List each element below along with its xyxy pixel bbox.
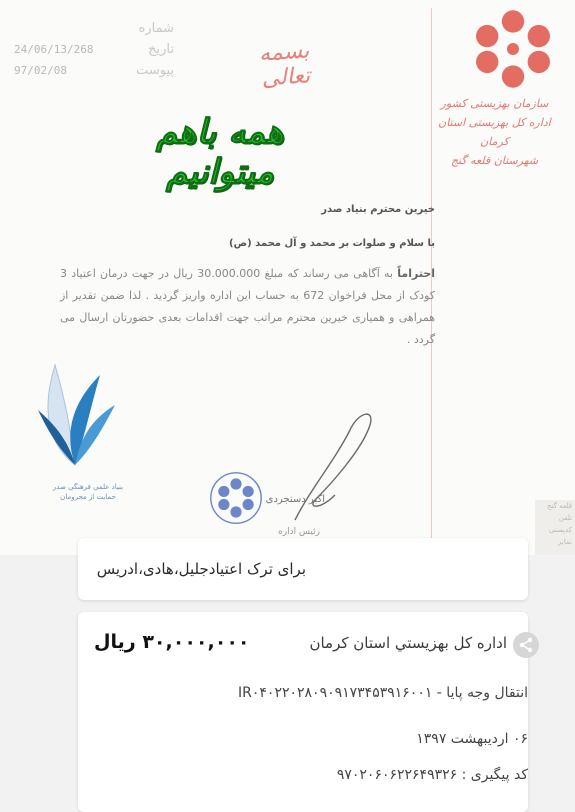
- meta-label: تاریخ: [148, 42, 174, 57]
- letter-meta: [14, 18, 174, 81]
- receipt-note: برای ترک اعتیادجلیل،هادی،ادریس: [96, 560, 306, 578]
- behzisti-logo-icon: [470, 6, 556, 92]
- meta-value: 24/06/13/268: [14, 43, 94, 56]
- meta-row-number: [14, 18, 174, 39]
- meta-label: پیوست: [136, 63, 174, 78]
- side-strip-line: نمابر: [558, 538, 572, 546]
- receipt-recipient-org: اداره کل بهزیستي استان کرمان: [309, 634, 507, 652]
- letter-body-text: به آگاهی می رساند که مبلغ 30.000.000 ریال در جهت درمان اعتیاد 3 کودک از محل فراخوان 672 به حساب این اداره واریز گردید . لذا ضمن تقدیر از همراهی و همیاری خیرین محترم مراتب جهت اقدامات بعدی حضورتان ارسال می گردد .: [60, 267, 435, 346]
- letterhead-organization: [432, 94, 557, 170]
- letterhead-side-strip: [535, 500, 575, 555]
- letter-signer-title: رئیس اداره: [278, 527, 320, 537]
- org-line: سازمان بهزیستی کشور: [440, 97, 549, 110]
- share-button[interactable]: [513, 632, 539, 658]
- receipt-note-card: [78, 538, 528, 600]
- slogan-overlay: همه باهم میتوانیم: [155, 112, 285, 192]
- office-seal-icon: [208, 470, 264, 526]
- receipt-date: ۰۶ اردیبهشت ۱۳۹۷: [416, 731, 528, 747]
- charity-caption: بنیاد علمی فرهنگی صدر حمایت از محرومان: [52, 483, 124, 501]
- meta-label: شماره: [138, 21, 174, 36]
- org-line: اداره کل بهزیستی استان کرمان: [438, 116, 551, 148]
- share-icon: [518, 637, 534, 653]
- side-strip-line: قلعه گنج: [547, 502, 572, 510]
- side-strip-line: کدپستی: [548, 526, 572, 534]
- letter-signer: اکبر دستجردی: [265, 494, 325, 505]
- receipt-transfer-info: انتقال وجه پایا - IR۰۴۰۲۲۰۲۸۰۹۰۹۱۷۳۴۵۳۹۱۶۰۰۱: [238, 685, 528, 701]
- letter-recipient: خیرین محترم بنیاد صدر: [321, 204, 435, 215]
- meta-row-attachment: [14, 60, 174, 81]
- bismillah-heading: بسمه تعالی: [258, 38, 311, 92]
- meta-row-date: [14, 39, 174, 60]
- letter-body: [60, 263, 435, 351]
- side-strip-line: تلفن: [558, 514, 572, 522]
- letter-body-lead: احتراماً: [397, 267, 436, 280]
- org-line: شهرستان قلعه گنج: [450, 154, 539, 167]
- handwritten-signature-icon: [280, 400, 390, 530]
- meta-value: 97/02/08: [14, 64, 67, 77]
- charity-foundation-logo-icon: [30, 355, 120, 475]
- receipt-tracking-code: کد پیگیری : ۹۷۰۲۰۶۰۶۲۲۶۴۹۳۲۶: [336, 767, 528, 783]
- letter-greeting: با سلام و صلوات بر محمد و آل محمد (ص): [229, 238, 435, 249]
- receipt-amount: ۳۰,۰۰۰,۰۰۰ ریال: [94, 631, 250, 653]
